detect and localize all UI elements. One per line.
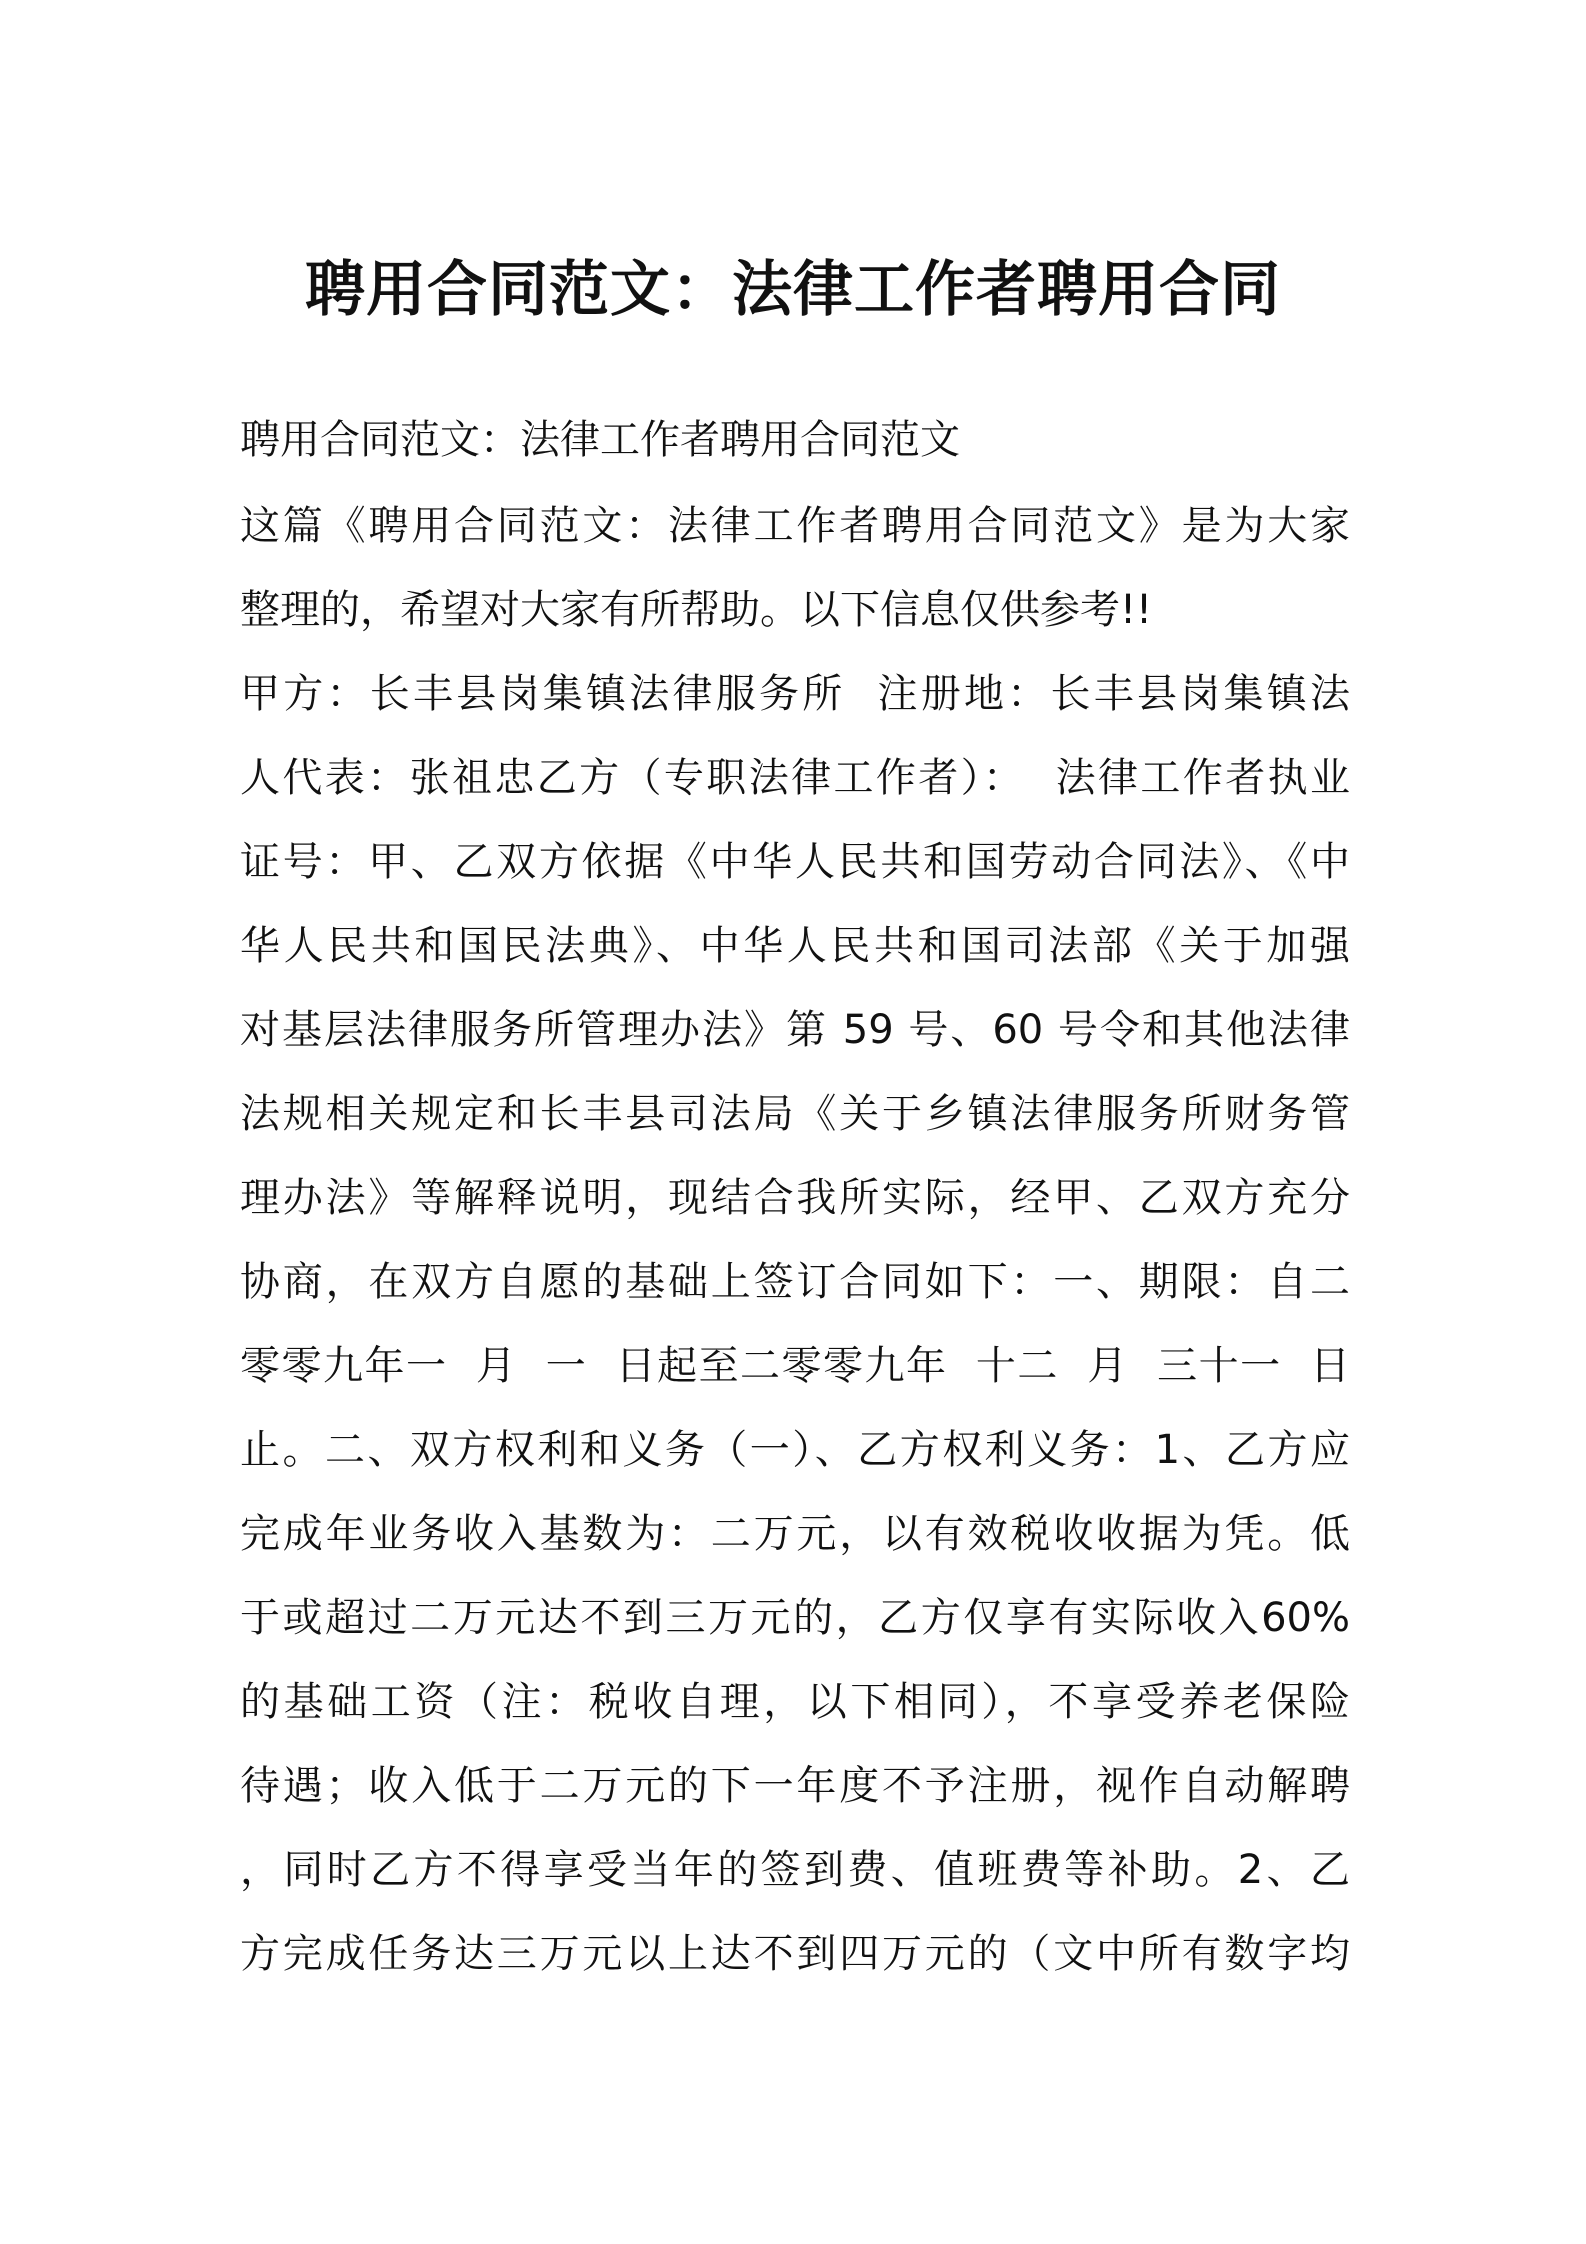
body-line: 零零九年一 月 一 日起至二零零九年 十二 月 三十一 日 <box>240 1343 1350 1389</box>
body-line: 完成年业务收入基数为：二万元，以有效税收收据为凭。低 <box>240 1511 1350 1557</box>
body-line: 证号：甲、乙双方依据《中华人民共和国劳动合同法》、《中 <box>240 839 1350 885</box>
body-line: 方完成任务达三万元以上达不到四万元的（文中所有数字均 <box>240 1931 1350 1977</box>
body-line: 止。二、双方权利和义务（一）、乙方权利义务：1、乙方应 <box>240 1427 1350 1473</box>
body-line: 法规相关规定和长丰县司法局《关于乡镇法律服务所财务管 <box>240 1091 1350 1137</box>
body-line: 聘用合同范文：法律工作者聘用合同范文 <box>240 417 960 463</box>
body-line: 于或超过二万元达不到三万元的，乙方仅享有实际收入60% <box>240 1595 1350 1641</box>
body-line: 这篇《聘用合同范文：法律工作者聘用合同范文》是为大家 <box>240 503 1350 549</box>
body-line: 甲方：长丰县岗集镇法律服务所 注册地：长丰县岗集镇法 <box>240 671 1350 717</box>
body-line: 整理的，希望对大家有所帮助。以下信息仅供参考!! <box>240 587 1153 633</box>
body-line: 待遇；收入低于二万元的下一年度不予注册，视作自动解聘 <box>240 1763 1350 1809</box>
body-line: 的基础工资（注：税收自理，以下相同），不享受养老保险 <box>240 1679 1350 1725</box>
body-line: ，同时乙方不得享受当年的签到费、值班费等补助。2、乙 <box>240 1847 1350 1893</box>
body-line: 人代表：张祖忠乙方（专职法律工作者）： 法律工作者执业 <box>240 755 1350 801</box>
document-title: 聘用合同范文：法律工作者聘用合同 <box>305 255 1281 325</box>
body-line: 华人民共和国民法典》、中华人民共和国司法部《关于加强 <box>240 923 1350 969</box>
body-line: 协商，在双方自愿的基础上签订合同如下：一、期限：自二 <box>240 1259 1350 1305</box>
body-line: 理办法》等解释说明，现结合我所实际，经甲、乙双方充分 <box>240 1175 1350 1221</box>
body-line: 对基层法律服务所管理办法》第 59 号、60 号令和其他法律 <box>240 1007 1350 1053</box>
